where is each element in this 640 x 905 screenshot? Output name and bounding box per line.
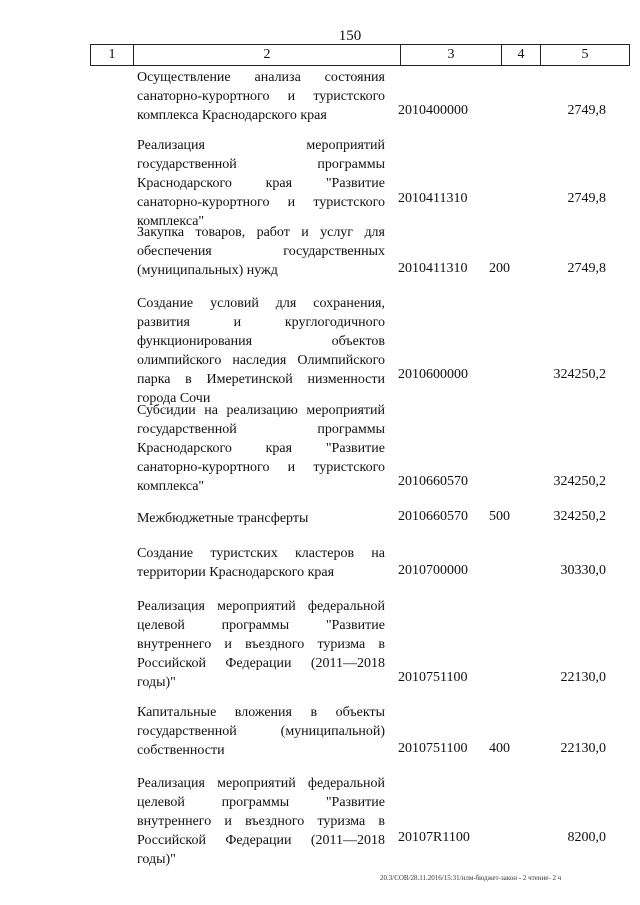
row-code: 2010660570 (398, 474, 468, 489)
row-description: Создание туристских кластеров на территории Краснодарского края (137, 546, 385, 580)
row-description: Межбюджетные трансферты (137, 511, 309, 526)
row-code: 2010751100 (398, 741, 468, 756)
row-description: Закупка товаров, работ и услуг для обеспечения государственных (муниципальных) нужд (137, 225, 385, 278)
row-description: Реализация мероприятий федеральной целевой программы "Развитие внутреннего и въездного туризма в Российской Федерации (2011—2018 годы)" (137, 776, 385, 867)
header-col-3: 3 (401, 45, 502, 65)
row-code: 2010600000 (398, 367, 468, 382)
document-footer: 20.3/СОВ/28.11.2016/15:31/илм-бюджет-закон - 2 чтение- 2 ч (380, 874, 562, 882)
table-header (90, 44, 630, 66)
row-amount: 22130,0 (560, 670, 606, 685)
header-col-2: 2 (134, 45, 401, 65)
row-description: Субсидии на реализацию мероприятий государственной программы Краснодарского края "Развитие санаторно-курортного и туристского комплекса" (137, 403, 385, 494)
row-type: 200 (489, 261, 510, 276)
row-code: 2010411310 (398, 191, 468, 206)
row-amount: 324250,2 (553, 474, 606, 489)
row-code: 2010700000 (398, 563, 468, 578)
row-description: Капитальные вложения в объекты государственной (муниципальной) собственности (137, 705, 385, 758)
header-col-5: 5 (581, 47, 589, 62)
row-amount: 2749,8 (567, 261, 606, 276)
page-number: 150 (338, 28, 362, 44)
row-description: Создание условий для сохранения, развития и круглогодичного функционирования объектов олимпийского наследия Олимпийского парка в Имеретинской низменности города Сочи (137, 296, 385, 406)
row-amount: 2749,8 (567, 191, 606, 206)
row-code: 20107R1100 (398, 830, 470, 845)
row-description: Реализация мероприятий государственной программы Краснодарского края "Развитие санаторно-курортного и туристского комплекса" (137, 138, 385, 229)
row-type: 500 (489, 509, 510, 524)
row-code: 2010411310 (398, 261, 468, 276)
row-amount: 324250,2 (553, 509, 606, 524)
row-amount: 30330,0 (560, 563, 606, 578)
header-col-1: 1 (91, 45, 134, 65)
row-amount: 8200,0 (567, 830, 606, 845)
row-description: Реализация мероприятий федеральной целевой программы "Развитие внутреннего и въездного туризма в Российской Федерации (2011—2018 годы)" (137, 599, 385, 690)
row-description: Осуществление анализа состояния санаторно-курортного и туристского комплекса Краснодарского края (137, 70, 385, 123)
row-amount: 2749,8 (567, 103, 606, 118)
row-type: 400 (489, 741, 510, 756)
header-col-4: 4 (502, 45, 541, 65)
row-amount: 324250,2 (553, 367, 606, 382)
row-code: 2010400000 (398, 103, 468, 118)
row-code: 2010660570 (398, 509, 468, 524)
row-amount: 22130,0 (560, 741, 606, 756)
row-code: 2010751100 (398, 670, 468, 685)
